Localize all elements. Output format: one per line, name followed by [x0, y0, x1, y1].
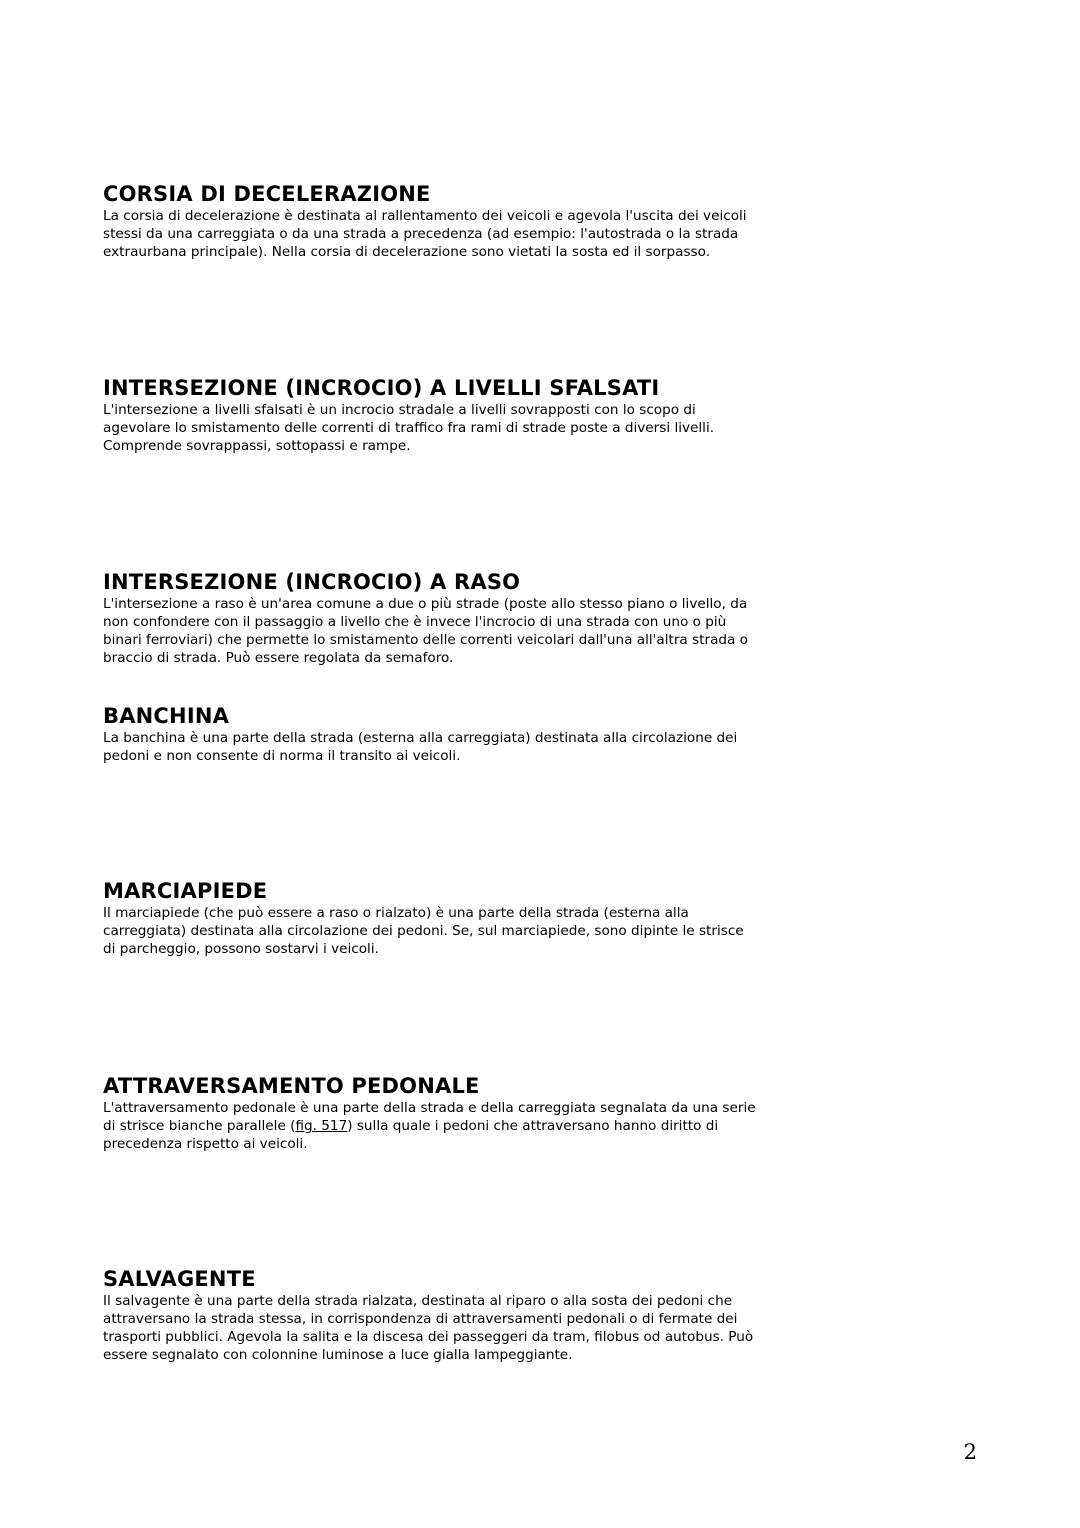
body-line [103, 1117, 823, 1135]
section-body [103, 595, 823, 667]
body-line: L'intersezione a raso è un'area comune a due o più strade (poste allo stesso piano o livello, da [103, 596, 748, 612]
body-line: La banchina è una parte della strada (esterna alla carreggiata) destinata alla circolazione dei [103, 730, 738, 746]
section-body [103, 904, 823, 958]
body-line: attraversano la strada stessa, in corrispondenza di attraversamenti pedonali o di fermate dei [103, 1311, 738, 1327]
section-corsia-di-decelerazione [103, 181, 823, 261]
fig-517-link[interactable]: fig. 517 [295, 1118, 348, 1134]
body-line: trasporti pubblici. Agevola la salita e la discesa dei passeggeri da tram, filobus od autobus. Può [103, 1329, 754, 1345]
section-heading: INTERSEZIONE (INCROCIO) A RASO [103, 570, 521, 594]
section-heading: MARCIAPIEDE [103, 879, 268, 903]
section-heading: BANCHINA [103, 704, 230, 728]
body-line: precedenza rispetto ai veicoli. [103, 1136, 308, 1152]
section-body [103, 1292, 823, 1364]
body-line: Il salvagente è una parte della strada rialzata, destinata al riparo o alla sosta dei pedoni che [103, 1293, 733, 1309]
section-body [103, 729, 823, 765]
body-line: agevolare lo smistamento delle correnti di traffico fra rami di strade poste a diversi livelli. [103, 420, 715, 436]
section-intersezione-a-raso [103, 569, 823, 667]
body-line: L'attraversamento pedonale è una parte della strada e della carreggiata segnalata da una serie [103, 1100, 756, 1116]
section-attraversamento-pedonale [103, 1073, 823, 1153]
section-body [103, 401, 823, 455]
body-line: stessi da una carreggiata o da una strada a precedenza (ad esempio: l'autostrada o la strada [103, 226, 739, 242]
section-heading: SALVAGENTE [103, 1267, 256, 1291]
body-line: Comprende sovrappassi, sottopassi e rampe. [103, 438, 411, 454]
body-line: carreggiata) destinata alla circolazione dei pedoni. Se, sul marciapiede, sono dipinte le strisce [103, 923, 744, 939]
body-line: La corsia di decelerazione è destinata al rallentamento dei veicoli e agevola l'uscita dei veicoli [103, 208, 747, 224]
section-body [103, 207, 823, 261]
body-line: Il marciapiede (che può essere a raso o rialzato) è una parte della strada (esterna alla [103, 905, 689, 921]
body-text: ) sulla quale i pedoni che attraversano hanno diritto di [347, 1118, 719, 1134]
body-line: essere segnalato con colonnine luminose a luce gialla lampeggiante. [103, 1347, 573, 1363]
body-line: binari ferroviari) che permette lo smistamento delle correnti veicolari dall'una all'altra strada o [103, 632, 748, 648]
section-intersezione-livelli-sfalsati [103, 375, 823, 455]
section-banchina [103, 703, 823, 765]
section-heading: ATTRAVERSAMENTO PEDONALE [103, 1074, 480, 1098]
body-text: di strisce bianche parallele ( [103, 1118, 296, 1134]
body-line: braccio di strada. Può essere regolata da semaforo. [103, 650, 454, 666]
body-line: L'intersezione a livelli sfalsati è un incrocio stradale a livelli sovrapposti con lo scopo di [103, 402, 696, 418]
section-salvagente [103, 1266, 823, 1364]
page-number: 2 [963, 1440, 977, 1464]
body-line: extraurbana principale). Nella corsia di decelerazione sono vietati la sosta ed il sorpasso. [103, 244, 711, 260]
section-body [103, 1099, 823, 1153]
section-heading: CORSIA DI DECELERAZIONE [103, 182, 431, 206]
body-line: non confondere con il passaggio a livello che è invece l'incrocio di una strada con uno o più [103, 614, 727, 630]
section-marciapiede [103, 878, 823, 958]
body-line: pedoni e non consente di norma il transito ai veicoli. [103, 748, 461, 764]
section-heading: INTERSEZIONE (INCROCIO) A LIVELLI SFALSATI [103, 376, 660, 400]
body-line: di parcheggio, possono sostarvi i veicoli. [103, 941, 379, 957]
